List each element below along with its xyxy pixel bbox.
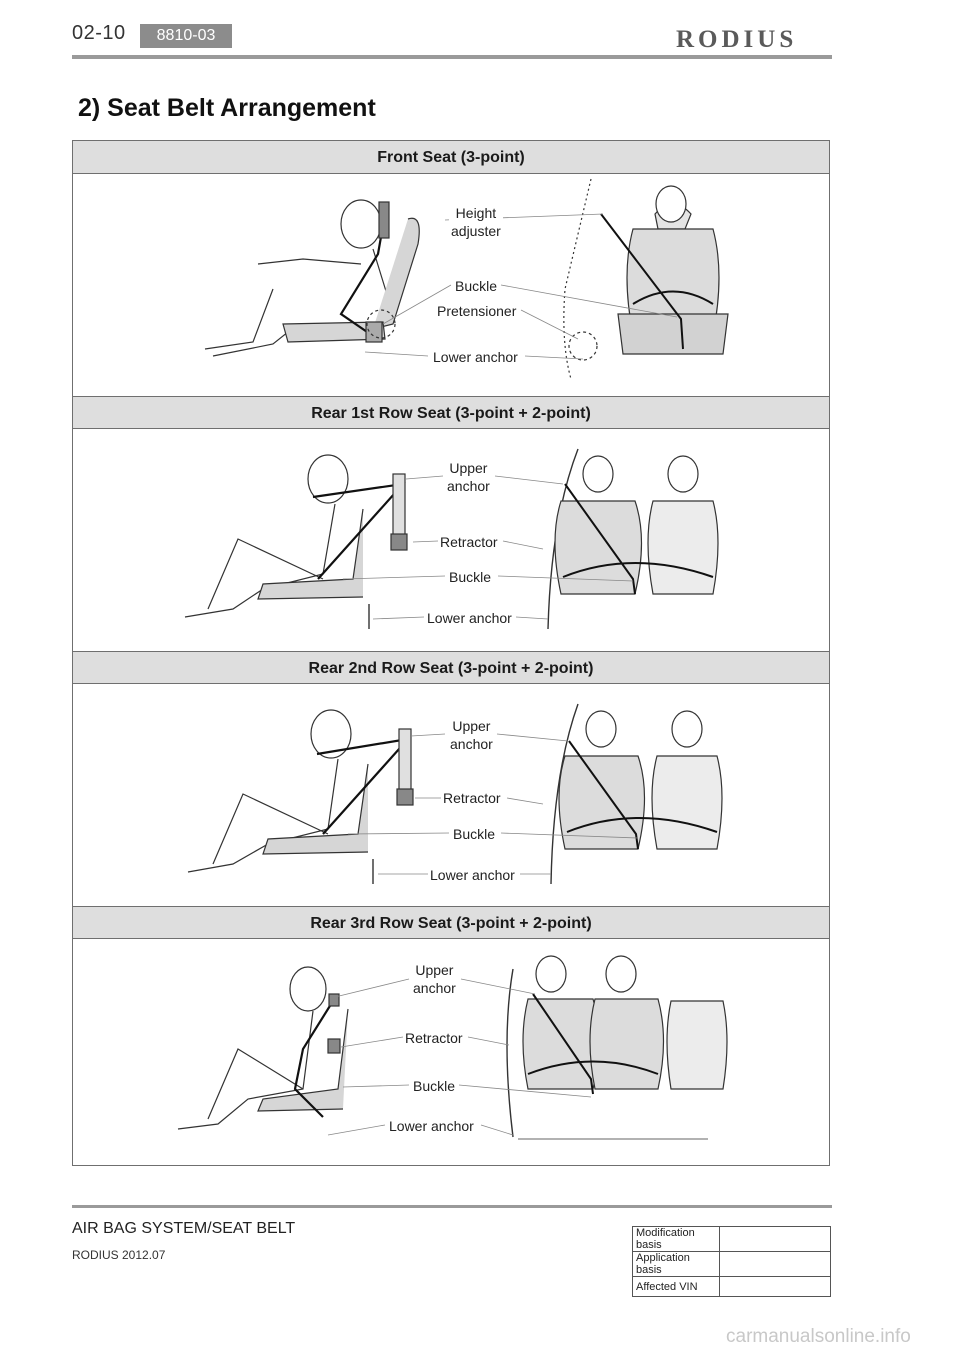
label-upper-anchor-1 bbox=[445, 459, 492, 495]
label-height-adjuster bbox=[449, 204, 503, 240]
mod-row-modification-basis bbox=[633, 1227, 831, 1252]
mod-key: Modification basis bbox=[633, 1227, 720, 1252]
brand-logo: RODIUS bbox=[676, 26, 798, 53]
label-lower-anchor-1: Lower anchor bbox=[427, 610, 512, 626]
mod-row-affected-vin bbox=[633, 1277, 831, 1297]
label-buckle-1: Buckle bbox=[449, 569, 492, 585]
footer-subtitle: RODIUS 2012.07 bbox=[72, 1248, 166, 1262]
label-upper: Upper bbox=[415, 962, 454, 978]
mod-value bbox=[720, 1252, 831, 1277]
page-number: 02-10 bbox=[72, 22, 126, 44]
panel-rear-2nd-row bbox=[73, 684, 829, 906]
label-upper: Upper bbox=[452, 718, 491, 734]
label-buckle-3: Buckle bbox=[413, 1078, 456, 1094]
mod-key: Affected VIN bbox=[633, 1277, 720, 1297]
modification-table bbox=[632, 1226, 831, 1297]
section-code-badge: 8810-03 bbox=[140, 24, 232, 48]
row-header-rear-2nd-row: Rear 2nd Row Seat (3-point + 2-point) bbox=[73, 651, 829, 684]
label-retractor-1: Retractor bbox=[440, 534, 498, 550]
label-retractor-2: Retractor bbox=[443, 790, 501, 806]
label-height: Height bbox=[455, 205, 497, 221]
label-lower-anchor-2: Lower anchor bbox=[430, 867, 515, 883]
mod-value bbox=[720, 1227, 831, 1252]
label-anchor: anchor bbox=[447, 478, 490, 494]
mod-key: Application basis bbox=[633, 1252, 720, 1277]
label-pretensioner: Pretensioner bbox=[437, 303, 517, 319]
label-upper-anchor-3 bbox=[411, 961, 458, 997]
header-rule bbox=[72, 55, 832, 59]
label-buckle-2: Buckle bbox=[453, 826, 496, 842]
row-header-rear-1st-row: Rear 1st Row Seat (3-point + 2-point) bbox=[73, 396, 829, 429]
label-lower-anchor-3: Lower anchor bbox=[389, 1118, 474, 1134]
row-header-front-seat: Front Seat (3-point) bbox=[73, 141, 829, 174]
label-buckle-front: Buckle bbox=[455, 278, 498, 294]
label-adjuster: adjuster bbox=[451, 223, 501, 239]
label-upper: Upper bbox=[449, 460, 488, 476]
footer-rule bbox=[72, 1205, 832, 1208]
label-upper-anchor-2 bbox=[448, 717, 495, 753]
panel-rear-3rd-row bbox=[73, 939, 829, 1161]
panel-front-seat bbox=[73, 174, 829, 396]
label-anchor: anchor bbox=[450, 736, 493, 752]
label-retractor-3: Retractor bbox=[405, 1030, 463, 1046]
row-header-rear-3rd-row: Rear 3rd Row Seat (3-point + 2-point) bbox=[73, 906, 829, 939]
footer-title: AIR BAG SYSTEM/SEAT BELT bbox=[72, 1220, 296, 1237]
seat-belt-table bbox=[72, 140, 830, 1166]
watermark: carmanualsonline.info bbox=[726, 1326, 911, 1347]
mod-value bbox=[720, 1277, 831, 1297]
label-anchor: anchor bbox=[413, 980, 456, 996]
label-lower-anchor-front: Lower anchor bbox=[433, 349, 518, 365]
section-title: 2) Seat Belt Arrangement bbox=[78, 94, 376, 122]
mod-row-application-basis bbox=[633, 1252, 831, 1277]
panel-rear-1st-row bbox=[73, 429, 829, 651]
